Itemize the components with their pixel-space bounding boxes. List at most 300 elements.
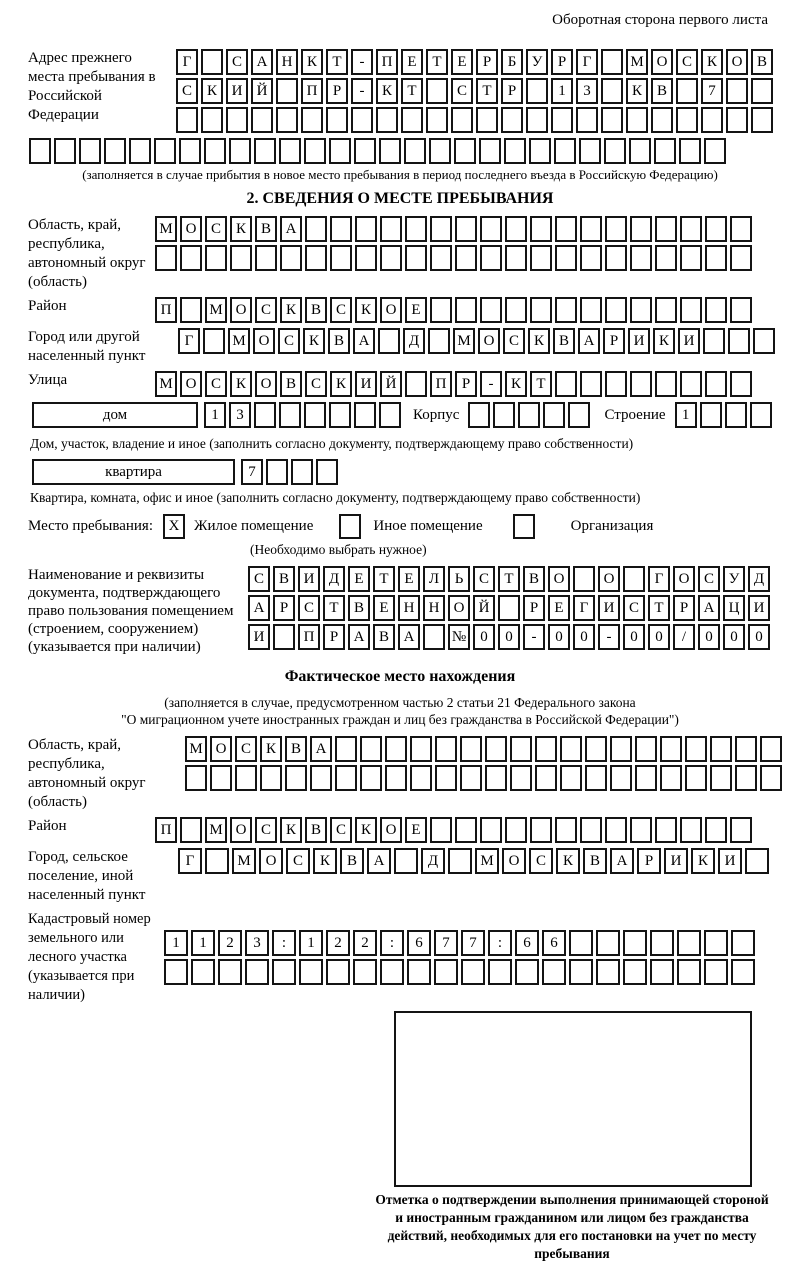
char-cell[interactable]: Г <box>648 566 670 592</box>
char-cell[interactable]: С <box>205 216 227 242</box>
char-cell[interactable] <box>505 216 527 242</box>
char-cell[interactable]: И <box>298 566 320 592</box>
char-cell[interactable] <box>251 107 273 133</box>
char-cell[interactable]: О <box>448 595 470 621</box>
char-cell[interactable]: - <box>480 371 502 397</box>
char-cell[interactable]: А <box>398 624 420 650</box>
char-cell[interactable]: 0 <box>648 624 670 650</box>
char-cell[interactable] <box>680 245 702 271</box>
char-cell[interactable]: Е <box>401 49 423 75</box>
char-cell[interactable] <box>626 107 648 133</box>
char-cell[interactable]: Р <box>523 595 545 621</box>
char-cell[interactable] <box>376 107 398 133</box>
char-cell[interactable] <box>210 765 232 791</box>
char-cell[interactable] <box>351 107 373 133</box>
char-cell[interactable]: К <box>376 78 398 104</box>
char-cell[interactable]: Г <box>178 848 202 874</box>
char-cell[interactable] <box>596 930 620 956</box>
char-cell[interactable] <box>555 297 577 323</box>
char-cell[interactable]: М <box>205 817 227 843</box>
char-cell[interactable]: Т <box>426 49 448 75</box>
char-cell[interactable] <box>353 959 377 985</box>
char-cell[interactable] <box>201 49 223 75</box>
char-cell[interactable] <box>407 959 431 985</box>
char-cell[interactable] <box>704 930 728 956</box>
char-cell[interactable] <box>635 736 657 762</box>
char-cell[interactable] <box>428 328 450 354</box>
char-cell[interactable] <box>530 216 552 242</box>
char-cell[interactable] <box>728 328 750 354</box>
char-cell[interactable] <box>676 78 698 104</box>
char-cell[interactable] <box>605 371 627 397</box>
house-type-box[interactable]: дом <box>32 402 198 428</box>
char-cell[interactable] <box>180 817 202 843</box>
char-cell[interactable]: 0 <box>623 624 645 650</box>
char-cell[interactable]: С <box>176 78 198 104</box>
char-cell[interactable]: П <box>376 49 398 75</box>
char-cell[interactable] <box>730 245 752 271</box>
char-cell[interactable] <box>434 959 458 985</box>
char-cell[interactable] <box>705 216 727 242</box>
char-cell[interactable] <box>304 402 326 428</box>
char-cell[interactable]: Т <box>476 78 498 104</box>
char-cell[interactable] <box>685 736 707 762</box>
char-cell[interactable]: Е <box>398 566 420 592</box>
char-cell[interactable] <box>580 216 602 242</box>
char-cell[interactable] <box>677 930 701 956</box>
char-cell[interactable] <box>555 817 577 843</box>
char-cell[interactable]: Г <box>573 595 595 621</box>
char-cell[interactable]: А <box>248 595 270 621</box>
char-cell[interactable] <box>753 328 775 354</box>
char-cell[interactable] <box>299 959 323 985</box>
char-cell[interactable] <box>680 817 702 843</box>
char-cell[interactable]: С <box>698 566 720 592</box>
char-cell[interactable] <box>276 78 298 104</box>
char-cell[interactable]: А <box>310 736 332 762</box>
char-cell[interactable] <box>655 817 677 843</box>
char-cell[interactable]: А <box>280 216 302 242</box>
char-cell[interactable] <box>569 959 593 985</box>
char-cell[interactable] <box>410 736 432 762</box>
char-cell[interactable]: К <box>355 817 377 843</box>
char-cell[interactable] <box>201 107 223 133</box>
char-cell[interactable] <box>623 566 645 592</box>
char-cell[interactable] <box>29 138 51 164</box>
char-cell[interactable]: С <box>451 78 473 104</box>
char-cell[interactable] <box>610 736 632 762</box>
char-cell[interactable] <box>535 765 557 791</box>
char-cell[interactable] <box>423 624 445 650</box>
char-cell[interactable] <box>380 245 402 271</box>
char-cell[interactable]: 7 <box>434 930 458 956</box>
char-cell[interactable] <box>176 107 198 133</box>
char-cell[interactable] <box>430 817 452 843</box>
char-cell[interactable] <box>410 765 432 791</box>
char-cell[interactable] <box>104 138 126 164</box>
char-cell[interactable] <box>760 765 782 791</box>
char-cell[interactable]: О <box>180 371 202 397</box>
char-cell[interactable] <box>605 297 627 323</box>
char-cell[interactable] <box>455 216 477 242</box>
char-cell[interactable]: 7 <box>701 78 723 104</box>
char-cell[interactable]: Р <box>455 371 477 397</box>
char-cell[interactable]: С <box>330 297 352 323</box>
char-cell[interactable]: О <box>259 848 283 874</box>
char-cell[interactable] <box>660 765 682 791</box>
char-cell[interactable]: М <box>626 49 648 75</box>
char-cell[interactable] <box>305 216 327 242</box>
char-cell[interactable] <box>476 107 498 133</box>
char-cell[interactable]: И <box>248 624 270 650</box>
char-cell[interactable] <box>254 402 276 428</box>
char-cell[interactable]: П <box>430 371 452 397</box>
char-cell[interactable]: А <box>251 49 273 75</box>
char-cell[interactable] <box>610 765 632 791</box>
char-cell[interactable] <box>385 736 407 762</box>
char-cell[interactable] <box>701 107 723 133</box>
char-cell[interactable] <box>455 817 477 843</box>
char-cell[interactable]: О <box>180 216 202 242</box>
char-cell[interactable] <box>154 138 176 164</box>
char-cell[interactable] <box>355 245 377 271</box>
char-cell[interactable] <box>480 817 502 843</box>
char-cell[interactable] <box>705 245 727 271</box>
char-cell[interactable] <box>725 402 747 428</box>
char-cell[interactable]: 1 <box>204 402 226 428</box>
char-cell[interactable]: П <box>155 297 177 323</box>
char-cell[interactable] <box>685 765 707 791</box>
char-cell[interactable]: О <box>651 49 673 75</box>
char-cell[interactable] <box>731 959 755 985</box>
char-cell[interactable] <box>226 107 248 133</box>
char-cell[interactable] <box>505 817 527 843</box>
char-cell[interactable]: М <box>228 328 250 354</box>
apartment-type-box[interactable]: квартира <box>32 459 235 485</box>
char-cell[interactable] <box>551 107 573 133</box>
char-cell[interactable]: 7 <box>241 459 263 485</box>
char-cell[interactable]: О <box>210 736 232 762</box>
char-cell[interactable] <box>205 245 227 271</box>
stay-option-organization-checkbox[interactable] <box>513 514 535 539</box>
char-cell[interactable]: Е <box>548 595 570 621</box>
char-cell[interactable] <box>326 107 348 133</box>
char-cell[interactable] <box>629 138 651 164</box>
char-cell[interactable] <box>276 107 298 133</box>
char-cell[interactable] <box>279 402 301 428</box>
char-cell[interactable]: К <box>303 328 325 354</box>
char-cell[interactable] <box>555 245 577 271</box>
char-cell[interactable]: О <box>253 328 275 354</box>
char-cell[interactable] <box>435 736 457 762</box>
char-cell[interactable] <box>426 107 448 133</box>
char-cell[interactable]: Й <box>251 78 273 104</box>
char-cell[interactable] <box>301 107 323 133</box>
char-cell[interactable] <box>655 216 677 242</box>
char-cell[interactable] <box>676 107 698 133</box>
char-cell[interactable]: 7 <box>461 930 485 956</box>
char-cell[interactable] <box>304 138 326 164</box>
char-cell[interactable]: С <box>298 595 320 621</box>
char-cell[interactable] <box>429 138 451 164</box>
char-cell[interactable]: Е <box>451 49 473 75</box>
char-cell[interactable] <box>680 297 702 323</box>
char-cell[interactable]: К <box>528 328 550 354</box>
char-cell[interactable]: К <box>505 371 527 397</box>
char-cell[interactable] <box>360 736 382 762</box>
char-cell[interactable]: О <box>255 371 277 397</box>
char-cell[interactable] <box>493 402 515 428</box>
char-cell[interactable]: В <box>523 566 545 592</box>
char-cell[interactable] <box>310 765 332 791</box>
char-cell[interactable]: К <box>653 328 675 354</box>
char-cell[interactable]: Л <box>423 566 445 592</box>
char-cell[interactable] <box>704 138 726 164</box>
char-cell[interactable]: Й <box>380 371 402 397</box>
char-cell[interactable]: Е <box>405 297 427 323</box>
char-cell[interactable]: И <box>628 328 650 354</box>
char-cell[interactable] <box>630 216 652 242</box>
char-cell[interactable] <box>405 371 427 397</box>
char-cell[interactable]: : <box>488 930 512 956</box>
char-cell[interactable] <box>488 959 512 985</box>
char-cell[interactable]: 0 <box>573 624 595 650</box>
char-cell[interactable] <box>273 624 295 650</box>
char-cell[interactable]: В <box>285 736 307 762</box>
char-cell[interactable] <box>155 245 177 271</box>
char-cell[interactable] <box>79 138 101 164</box>
char-cell[interactable] <box>129 138 151 164</box>
char-cell[interactable] <box>530 245 552 271</box>
char-cell[interactable] <box>730 371 752 397</box>
char-cell[interactable] <box>180 297 202 323</box>
char-cell[interactable]: 1 <box>551 78 573 104</box>
char-cell[interactable] <box>480 245 502 271</box>
char-cell[interactable]: 0 <box>473 624 495 650</box>
char-cell[interactable] <box>235 765 257 791</box>
char-cell[interactable]: В <box>373 624 395 650</box>
char-cell[interactable] <box>204 138 226 164</box>
char-cell[interactable] <box>654 138 676 164</box>
char-cell[interactable]: Е <box>405 817 427 843</box>
char-cell[interactable]: 3 <box>576 78 598 104</box>
char-cell[interactable] <box>601 107 623 133</box>
char-cell[interactable]: М <box>185 736 207 762</box>
char-cell[interactable]: К <box>313 848 337 874</box>
char-cell[interactable] <box>185 765 207 791</box>
char-cell[interactable]: Т <box>373 566 395 592</box>
char-cell[interactable] <box>203 328 225 354</box>
char-cell[interactable] <box>760 736 782 762</box>
char-cell[interactable] <box>454 138 476 164</box>
char-cell[interactable]: С <box>503 328 525 354</box>
char-cell[interactable]: 2 <box>326 930 350 956</box>
char-cell[interactable] <box>580 297 602 323</box>
char-cell[interactable]: О <box>380 297 402 323</box>
char-cell[interactable]: - <box>351 49 373 75</box>
char-cell[interactable]: Н <box>276 49 298 75</box>
char-cell[interactable]: Р <box>637 848 661 874</box>
char-cell[interactable]: Е <box>348 566 370 592</box>
char-cell[interactable] <box>479 138 501 164</box>
char-cell[interactable] <box>180 245 202 271</box>
char-cell[interactable]: Т <box>326 49 348 75</box>
char-cell[interactable]: К <box>201 78 223 104</box>
char-cell[interactable] <box>448 848 472 874</box>
char-cell[interactable]: С <box>226 49 248 75</box>
char-cell[interactable]: 6 <box>515 930 539 956</box>
char-cell[interactable] <box>505 297 527 323</box>
char-cell[interactable]: У <box>723 566 745 592</box>
char-cell[interactable] <box>379 402 401 428</box>
char-cell[interactable] <box>179 138 201 164</box>
char-cell[interactable] <box>580 371 602 397</box>
char-cell[interactable]: О <box>598 566 620 592</box>
char-cell[interactable] <box>650 930 674 956</box>
char-cell[interactable] <box>554 138 576 164</box>
char-cell[interactable] <box>555 216 577 242</box>
char-cell[interactable] <box>451 107 473 133</box>
char-cell[interactable]: 0 <box>748 624 770 650</box>
char-cell[interactable]: О <box>230 297 252 323</box>
char-cell[interactable]: Д <box>403 328 425 354</box>
char-cell[interactable] <box>710 736 732 762</box>
char-cell[interactable] <box>530 817 552 843</box>
char-cell[interactable]: Д <box>323 566 345 592</box>
char-cell[interactable]: Р <box>273 595 295 621</box>
char-cell[interactable]: 1 <box>675 402 697 428</box>
char-cell[interactable] <box>485 765 507 791</box>
char-cell[interactable]: 6 <box>407 930 431 956</box>
char-cell[interactable]: Т <box>401 78 423 104</box>
char-cell[interactable] <box>560 736 582 762</box>
char-cell[interactable] <box>630 245 652 271</box>
char-cell[interactable]: В <box>553 328 575 354</box>
char-cell[interactable]: И <box>718 848 742 874</box>
char-cell[interactable]: Ц <box>723 595 745 621</box>
char-cell[interactable] <box>518 402 540 428</box>
char-cell[interactable]: Е <box>373 595 395 621</box>
char-cell[interactable]: П <box>155 817 177 843</box>
char-cell[interactable]: С <box>205 371 227 397</box>
char-cell[interactable]: О <box>230 817 252 843</box>
char-cell[interactable] <box>655 245 677 271</box>
char-cell[interactable]: 0 <box>698 624 720 650</box>
char-cell[interactable] <box>515 959 539 985</box>
char-cell[interactable]: Ь <box>448 566 470 592</box>
char-cell[interactable] <box>529 138 551 164</box>
char-cell[interactable] <box>526 78 548 104</box>
char-cell[interactable]: Г <box>176 49 198 75</box>
char-cell[interactable]: Н <box>423 595 445 621</box>
char-cell[interactable] <box>535 736 557 762</box>
char-cell[interactable]: М <box>155 216 177 242</box>
char-cell[interactable] <box>543 402 565 428</box>
char-cell[interactable] <box>218 959 242 985</box>
char-cell[interactable]: В <box>305 297 327 323</box>
char-cell[interactable]: В <box>328 328 350 354</box>
char-cell[interactable] <box>605 245 627 271</box>
char-cell[interactable]: Г <box>178 328 200 354</box>
char-cell[interactable] <box>260 765 282 791</box>
char-cell[interactable]: С <box>305 371 327 397</box>
stay-option-residential-checkbox[interactable]: X <box>163 514 185 539</box>
char-cell[interactable]: В <box>751 49 773 75</box>
char-cell[interactable]: Й <box>473 595 495 621</box>
char-cell[interactable] <box>745 848 769 874</box>
char-cell[interactable] <box>245 959 269 985</box>
char-cell[interactable]: - <box>351 78 373 104</box>
char-cell[interactable] <box>455 245 477 271</box>
char-cell[interactable] <box>405 216 427 242</box>
char-cell[interactable]: Д <box>748 566 770 592</box>
char-cell[interactable]: Н <box>398 595 420 621</box>
char-cell[interactable] <box>285 765 307 791</box>
char-cell[interactable]: С <box>255 297 277 323</box>
char-cell[interactable] <box>329 402 351 428</box>
char-cell[interactable] <box>326 959 350 985</box>
char-cell[interactable] <box>660 736 682 762</box>
char-cell[interactable]: О <box>548 566 570 592</box>
char-cell[interactable]: Р <box>603 328 625 354</box>
char-cell[interactable]: И <box>664 848 688 874</box>
char-cell[interactable] <box>605 216 627 242</box>
char-cell[interactable]: С <box>286 848 310 874</box>
char-cell[interactable]: А <box>578 328 600 354</box>
char-cell[interactable]: Б <box>501 49 523 75</box>
char-cell[interactable]: Р <box>501 78 523 104</box>
char-cell[interactable] <box>360 765 382 791</box>
char-cell[interactable] <box>54 138 76 164</box>
char-cell[interactable] <box>680 371 702 397</box>
char-cell[interactable]: Т <box>323 595 345 621</box>
char-cell[interactable]: И <box>598 595 620 621</box>
char-cell[interactable]: И <box>226 78 248 104</box>
char-cell[interactable]: К <box>355 297 377 323</box>
char-cell[interactable] <box>650 959 674 985</box>
char-cell[interactable] <box>230 245 252 271</box>
char-cell[interactable]: Т <box>498 566 520 592</box>
char-cell[interactable]: : <box>272 930 296 956</box>
char-cell[interactable]: С <box>473 566 495 592</box>
char-cell[interactable]: 0 <box>723 624 745 650</box>
char-cell[interactable] <box>378 328 400 354</box>
char-cell[interactable]: Д <box>421 848 445 874</box>
char-cell[interactable]: В <box>583 848 607 874</box>
char-cell[interactable]: В <box>651 78 673 104</box>
char-cell[interactable] <box>730 297 752 323</box>
char-cell[interactable] <box>401 107 423 133</box>
char-cell[interactable] <box>726 78 748 104</box>
char-cell[interactable] <box>164 959 188 985</box>
char-cell[interactable]: 0 <box>498 624 520 650</box>
char-cell[interactable] <box>380 216 402 242</box>
char-cell[interactable] <box>468 402 490 428</box>
char-cell[interactable] <box>354 402 376 428</box>
char-cell[interactable]: О <box>726 49 748 75</box>
char-cell[interactable]: 2 <box>218 930 242 956</box>
char-cell[interactable] <box>330 245 352 271</box>
char-cell[interactable]: / <box>673 624 695 650</box>
char-cell[interactable]: К <box>280 817 302 843</box>
char-cell[interactable]: А <box>610 848 634 874</box>
char-cell[interactable]: В <box>255 216 277 242</box>
char-cell[interactable] <box>730 216 752 242</box>
char-cell[interactable] <box>630 371 652 397</box>
char-cell[interactable] <box>510 736 532 762</box>
char-cell[interactable]: К <box>701 49 723 75</box>
char-cell[interactable]: С <box>278 328 300 354</box>
